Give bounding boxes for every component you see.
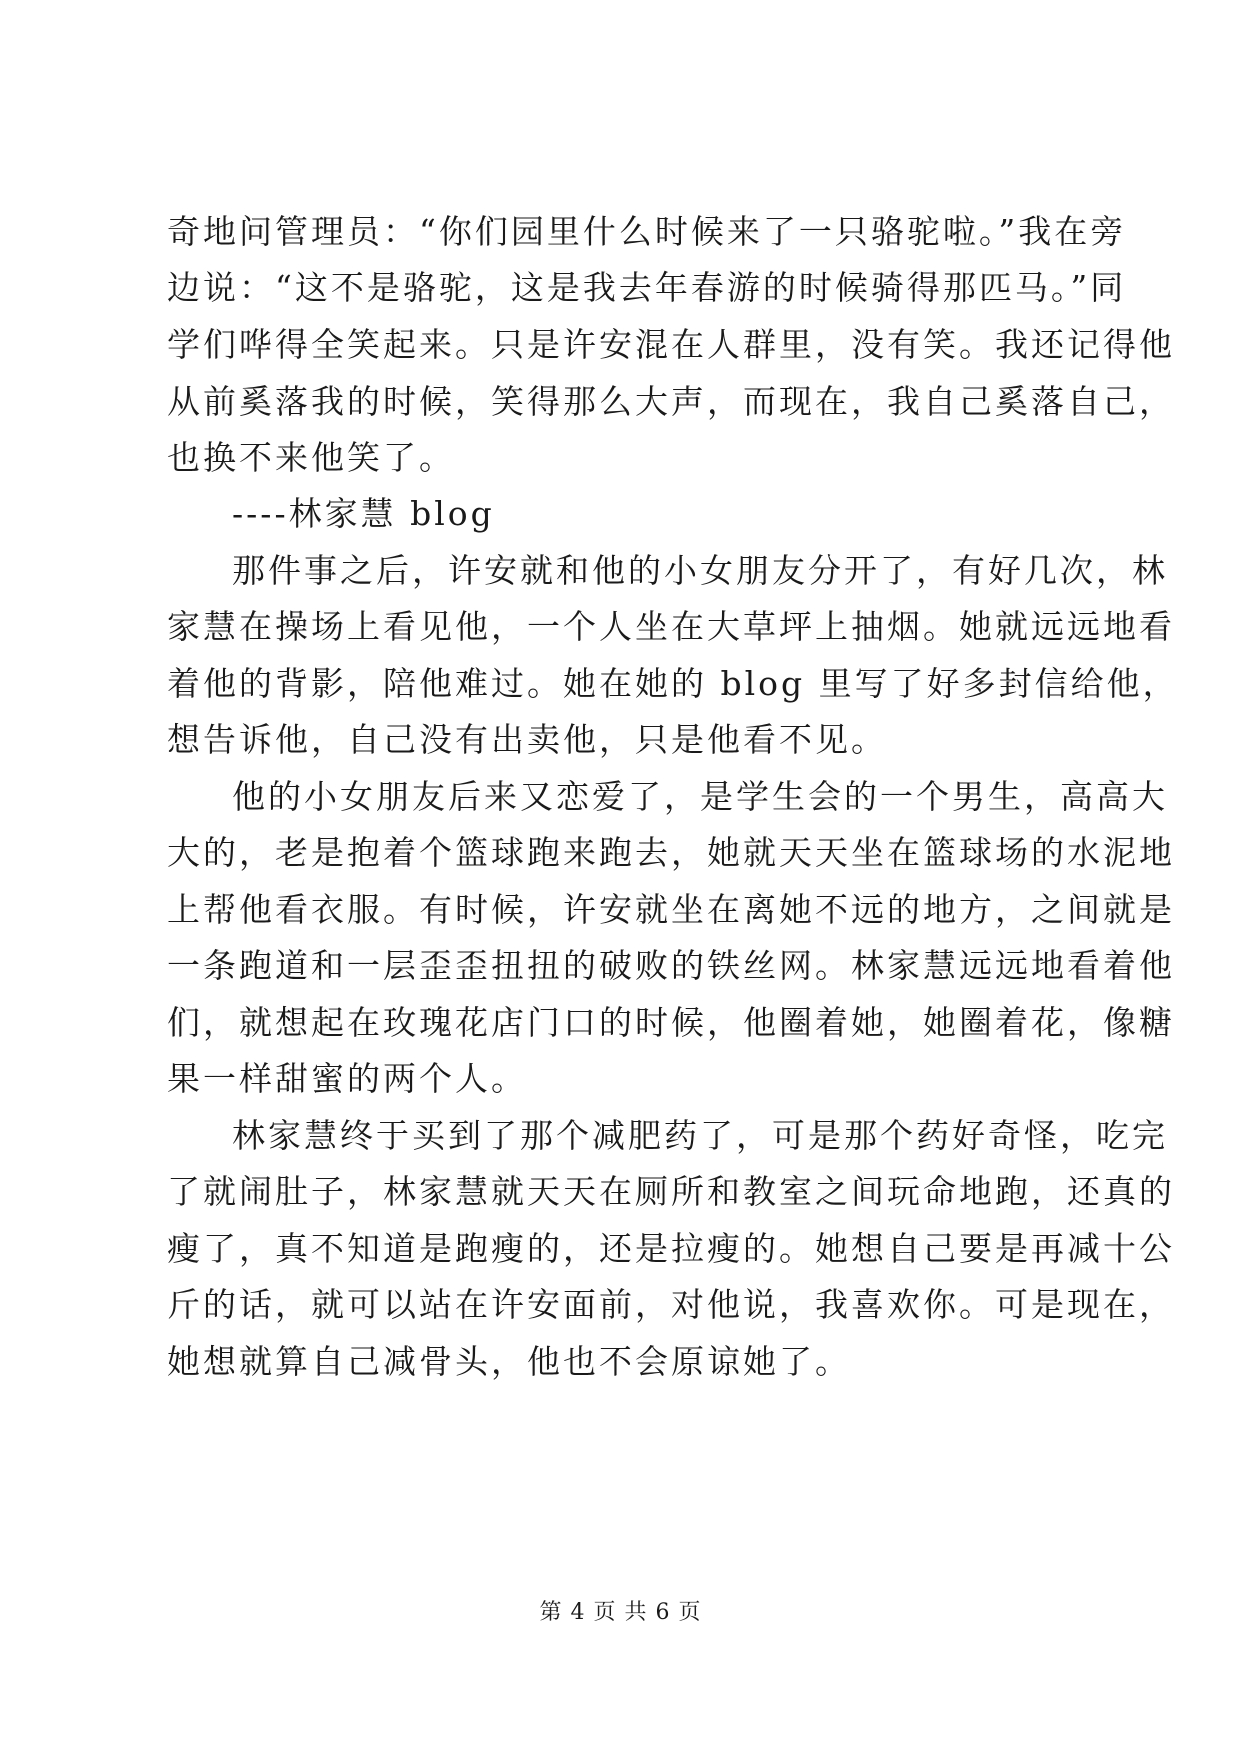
text-line: 着他的背影，陪他难过。她在她的 blog 里写了好多封信给他，	[167, 664, 1179, 703]
text-line: 学们哗得全笑起来。只是许安混在人群里，没有笑。我还记得他	[167, 325, 1175, 364]
page-number-footer: 第 4 页 共 6 页	[539, 1600, 702, 1625]
text-line: 一条跑道和一层歪歪扭扭的破败的铁丝网。林家慧远远地看着他	[167, 946, 1175, 985]
text-line: 们，就想起在玫瑰花店门口的时候，他圈着她，她圈着花，像糖	[167, 1003, 1175, 1042]
text-line: 果一样甜蜜的两个人。	[167, 1059, 527, 1098]
text-line: 奇地问管理员：“你们园里什么时候来了一只骆驼啦。”我在旁	[167, 212, 1127, 251]
text-line: 也换不来他笑了。	[167, 438, 455, 477]
blog-signature: ----林家慧 blog	[232, 494, 495, 533]
text-line: 斤的话，就可以站在许安面前，对他说，我喜欢你。可是现在，	[167, 1285, 1175, 1324]
text-line: 瘦了，真不知道是跑瘦的，还是拉瘦的。她想自己要是再减十公	[167, 1229, 1175, 1268]
text-line: 家慧在操场上看见他，一个人坐在大草坪上抽烟。她就远远地看	[167, 607, 1175, 646]
text-line: 从前奚落我的时候，笑得那么大声，而现在，我自己奚落自己，	[167, 382, 1175, 421]
text-line: 想告诉他，自己没有出卖他，只是他看不见。	[167, 720, 887, 759]
text-line: 她想就算自己减骨头，他也不会原谅她了。	[167, 1342, 851, 1381]
paragraph-start-line: 那件事之后，许安就和他的小女朋友分开了，有好几次，林	[232, 551, 1168, 590]
text-line: 边说：“这不是骆驼，这是我去年春游的时候骑得那匹马。”同	[167, 268, 1127, 307]
paragraph-start-line: 林家慧终于买到了那个减肥药了，可是那个药好奇怪，吃完	[232, 1116, 1168, 1155]
paragraph-start-line: 他的小女朋友后来又恋爱了，是学生会的一个男生，高高大	[232, 777, 1168, 816]
text-line: 上帮他看衣服。有时候，许安就坐在离她不远的地方，之间就是	[167, 890, 1175, 929]
text-line: 了就闹肚子，林家慧就天天在厕所和教室之间玩命地跑，还真的	[167, 1172, 1175, 1211]
text-line: 大的，老是抱着个篮球跑来跑去，她就天天坐在篮球场的水泥地	[167, 833, 1175, 872]
